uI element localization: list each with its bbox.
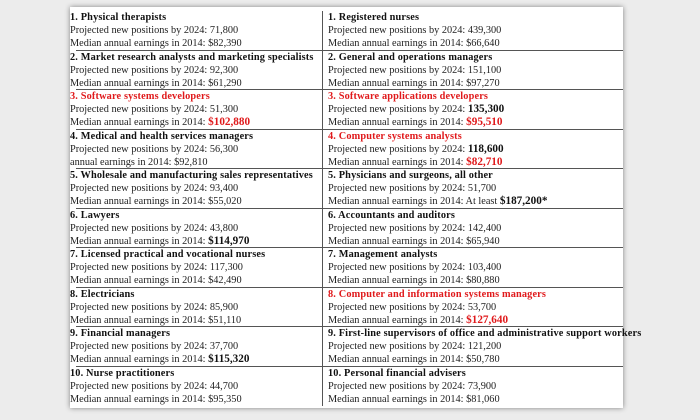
median-earnings-label: Median annual earnings in 2014:: [70, 77, 206, 89]
occupation-title: 5. Wholesale and manufacturing sales representatives: [70, 170, 313, 181]
projected-positions-label: Projected new positions by 2024:: [328, 341, 466, 353]
median-earnings-value: $82,390: [208, 38, 242, 50]
median-earnings-value: $51,110: [208, 314, 242, 326]
projected-positions-value: 92,300: [209, 64, 239, 76]
occupation-title: 1. Registered nurses: [328, 12, 420, 23]
median-earnings-label: Median annual earnings in 2014:: [70, 393, 206, 405]
occupation-entry: [70, 248, 324, 288]
median-earnings-value: $187,200*: [499, 195, 548, 208]
occupation-entry: [324, 130, 623, 170]
projected-positions-value: 43,800: [209, 222, 239, 234]
median-earnings-line: [70, 195, 324, 208]
median-earnings-value: $92,810: [174, 156, 208, 168]
median-earnings-label: Median annual earnings in 2014:: [70, 117, 206, 129]
median-earnings-value: $81,060: [466, 393, 500, 405]
median-earnings-value: $42,490: [208, 275, 242, 287]
occupation-title: 3. Software systems developers: [70, 91, 210, 102]
median-earnings-value: $97,270: [466, 77, 500, 89]
projected-positions-line: [70, 182, 324, 195]
median-earnings-label: Median annual earnings in 2014:: [328, 77, 464, 89]
projected-positions-line: [328, 103, 623, 116]
median-earnings-label: Median annual earnings in 2014:: [70, 314, 206, 326]
projected-positions-value: 439,300: [467, 25, 502, 37]
projected-positions-label: Projected new positions by 2024:: [328, 222, 466, 234]
median-earnings-value: $102,880: [208, 116, 251, 129]
projected-positions-value: 51,700: [467, 183, 497, 195]
projected-positions-line: [70, 340, 324, 353]
projected-positions-value: 151,100: [467, 64, 502, 76]
projected-positions-value: 103,400: [467, 262, 502, 274]
median-earnings-line: [70, 393, 324, 406]
median-earnings-value: $114,970: [208, 234, 250, 247]
projected-positions-label: Projected new positions by 2024:: [328, 301, 466, 313]
projected-positions-value: 117,300: [209, 262, 243, 274]
projected-positions-label: Projected new positions by 2024:: [328, 143, 466, 155]
projected-positions-line: [328, 143, 623, 156]
median-earnings-label: Median annual earnings in 2014:: [70, 196, 206, 208]
median-earnings-value: $55,020: [208, 196, 242, 208]
median-earnings-line: [328, 37, 623, 50]
occupation-entry: [324, 51, 623, 91]
occupation-entry: [324, 248, 623, 288]
occupation-title: 9. Financial managers: [70, 328, 171, 339]
projected-positions-label: Projected new positions by 2024:: [328, 183, 466, 195]
median-earnings-value: $66,640: [466, 38, 500, 50]
projected-positions-value: 53,700: [467, 301, 497, 313]
projected-positions-line: [70, 222, 324, 235]
median-earnings-line: [70, 235, 324, 248]
median-earnings-value: $50,780: [466, 354, 500, 366]
projected-positions-label: Projected new positions by 2024:: [70, 183, 208, 195]
projected-positions-value: 37,700: [209, 341, 239, 353]
median-earnings-line: [70, 274, 324, 287]
projected-positions-value: 121,200: [467, 341, 502, 353]
median-earnings-value: $95,350: [208, 393, 242, 405]
occupation-title: 8. Electricians: [70, 288, 135, 300]
median-earnings-line: [328, 156, 623, 169]
median-earnings-label: Median annual earnings in 2014:: [328, 235, 464, 247]
median-earnings-value: $95,510: [466, 116, 503, 129]
median-earnings-line: [328, 274, 623, 287]
projected-positions-line: [328, 24, 623, 37]
median-earnings-label: Median annual earnings in 2014:: [328, 156, 464, 168]
projected-positions-line: [328, 380, 623, 393]
median-earnings-line: [328, 314, 623, 327]
median-earnings-value: $127,640: [466, 313, 509, 326]
projected-positions-line: [70, 143, 324, 156]
occupation-entry: [324, 209, 623, 249]
median-earnings-label: Median annual earnings in 2014:: [328, 275, 464, 287]
occupation-entry: [70, 288, 324, 328]
occupation-title: 4. Medical and health services managers: [70, 130, 254, 142]
occupation-entry: [70, 51, 324, 91]
occupation-title: 7. Licensed practical and vocational nurses: [70, 249, 266, 260]
median-earnings-line: [328, 77, 623, 90]
occupation-entry: [324, 367, 623, 407]
median-earnings-line: [70, 77, 324, 90]
occupation-title: 6. Accountants and auditors: [328, 209, 456, 221]
projected-positions-value: 71,800: [209, 25, 239, 37]
projected-positions-line: [328, 261, 623, 274]
projected-positions-value: 51,300: [209, 104, 239, 116]
median-earnings-label: Median annual earnings in 2014:: [328, 38, 464, 50]
median-earnings-line: [70, 314, 324, 327]
projected-positions-line: [70, 261, 324, 274]
projected-positions-line: [70, 103, 324, 116]
projected-positions-line: [328, 340, 623, 353]
occupation-entry: [324, 11, 623, 51]
occupation-title: 3. Software applications developers: [328, 91, 489, 102]
median-earnings-value: $80,880: [466, 275, 500, 287]
projected-positions-line: [70, 301, 324, 314]
document-page: [70, 7, 642, 408]
occupation-title: 2. Market research analysts and marketing specialists: [70, 51, 314, 63]
occupation-entry: [324, 288, 623, 328]
projected-positions-label: Projected new positions by 2024:: [328, 64, 466, 76]
projected-positions-label: Projected new positions by 2024:: [70, 25, 208, 37]
projected-positions-label: Projected new positions by 2024:: [70, 341, 208, 353]
median-earnings-label: Median annual earnings in 2014:: [328, 117, 464, 129]
median-earnings-line: [328, 393, 623, 406]
projected-positions-line: [70, 24, 324, 37]
projected-positions-value: 85,900: [209, 301, 239, 313]
occupation-entry: [70, 209, 324, 249]
median-earnings-line: [70, 156, 324, 169]
projected-positions-value: 93,400: [209, 183, 239, 195]
median-earnings-label: Median annual earnings in 2014:: [70, 235, 206, 247]
occupation-entry: [324, 327, 642, 367]
occupation-title: 7. Management analysts: [328, 249, 438, 260]
occupation-title: 1. Physical therapists: [70, 12, 167, 23]
occupation-entry: [70, 169, 324, 209]
projected-positions-label: Projected new positions by 2024:: [70, 104, 208, 116]
projected-positions-line: [328, 222, 623, 235]
median-earnings-line: [70, 37, 324, 50]
projected-positions-label: Projected new positions by 2024:: [70, 64, 208, 76]
occupation-table: [70, 11, 642, 406]
projected-positions-value: 44,700: [209, 380, 239, 392]
median-earnings-label: Median annual earnings in 2014: At least: [328, 196, 498, 208]
median-earnings-label: Median annual earnings in 2014:: [328, 314, 464, 326]
median-earnings-label: Median annual earnings in 2014:: [328, 354, 464, 366]
occupation-entry: [70, 367, 324, 407]
projected-positions-value: 73,900: [467, 380, 497, 392]
median-earnings-line: [328, 353, 623, 366]
projected-positions-value: 142,400: [467, 222, 502, 234]
projected-positions-line: [328, 64, 623, 77]
occupation-title: 4. Computer systems analysts: [328, 130, 462, 142]
occupation-entry: [70, 327, 324, 367]
median-earnings-line: [328, 235, 623, 248]
median-earnings-line: [328, 116, 623, 129]
occupation-title: 9. First-line supervisors of office and administrative support workers: [328, 328, 642, 339]
occupation-title: 8. Computer and information systems managers: [328, 288, 547, 300]
median-earnings-value: $82,710: [466, 155, 503, 168]
median-earnings-label: annual earnings in 2014:: [70, 156, 172, 168]
projected-positions-label: Projected new positions by 2024:: [70, 143, 208, 155]
median-earnings-value: $61,290: [208, 77, 242, 89]
median-earnings-line: [328, 195, 623, 208]
projected-positions-label: Projected new positions by 2024:: [328, 380, 466, 392]
occupation-entry: [70, 130, 324, 170]
median-earnings-value: $115,320: [208, 353, 250, 366]
median-earnings-label: Median annual earnings in 2014:: [328, 393, 464, 405]
projected-positions-line: [70, 380, 324, 393]
projected-positions-value: 118,600: [467, 142, 504, 155]
occupation-entry: [324, 90, 623, 130]
median-earnings-label: Median annual earnings in 2014:: [70, 275, 206, 287]
projected-positions-value: 135,300: [467, 103, 505, 116]
occupation-entry: [70, 90, 324, 130]
projected-positions-value: 56,300: [209, 143, 239, 155]
median-earnings-line: [70, 353, 324, 366]
occupation-title: 5. Physicians and surgeons, all other: [328, 170, 493, 181]
projected-positions-label: Projected new positions by 2024:: [328, 262, 466, 274]
projected-positions-line: [328, 301, 623, 314]
occupation-title: 10. Nurse practitioners: [70, 367, 175, 379]
projected-positions-label: Projected new positions by 2024:: [328, 25, 466, 37]
median-earnings-value: $65,940: [466, 235, 500, 247]
occupation-title: 6. Lawyers: [70, 209, 120, 221]
projected-positions-label: Projected new positions by 2024:: [328, 104, 466, 116]
median-earnings-line: [70, 116, 324, 129]
projected-positions-line: [70, 64, 324, 77]
projected-positions-label: Projected new positions by 2024:: [70, 301, 208, 313]
median-earnings-label: Median annual earnings in 2014:: [70, 38, 206, 50]
occupation-entry: [70, 11, 324, 51]
projected-positions-label: Projected new positions by 2024:: [70, 222, 208, 234]
occupation-title: 10. Personal financial advisers: [328, 367, 466, 379]
median-earnings-label: Median annual earnings in 2014:: [70, 354, 206, 366]
projected-positions-label: Projected new positions by 2024:: [70, 380, 208, 392]
occupation-entry: [324, 169, 623, 209]
projected-positions-label: Projected new positions by 2024:: [70, 262, 208, 274]
occupation-title: 2. General and operations managers: [328, 51, 493, 63]
projected-positions-line: [328, 182, 623, 195]
